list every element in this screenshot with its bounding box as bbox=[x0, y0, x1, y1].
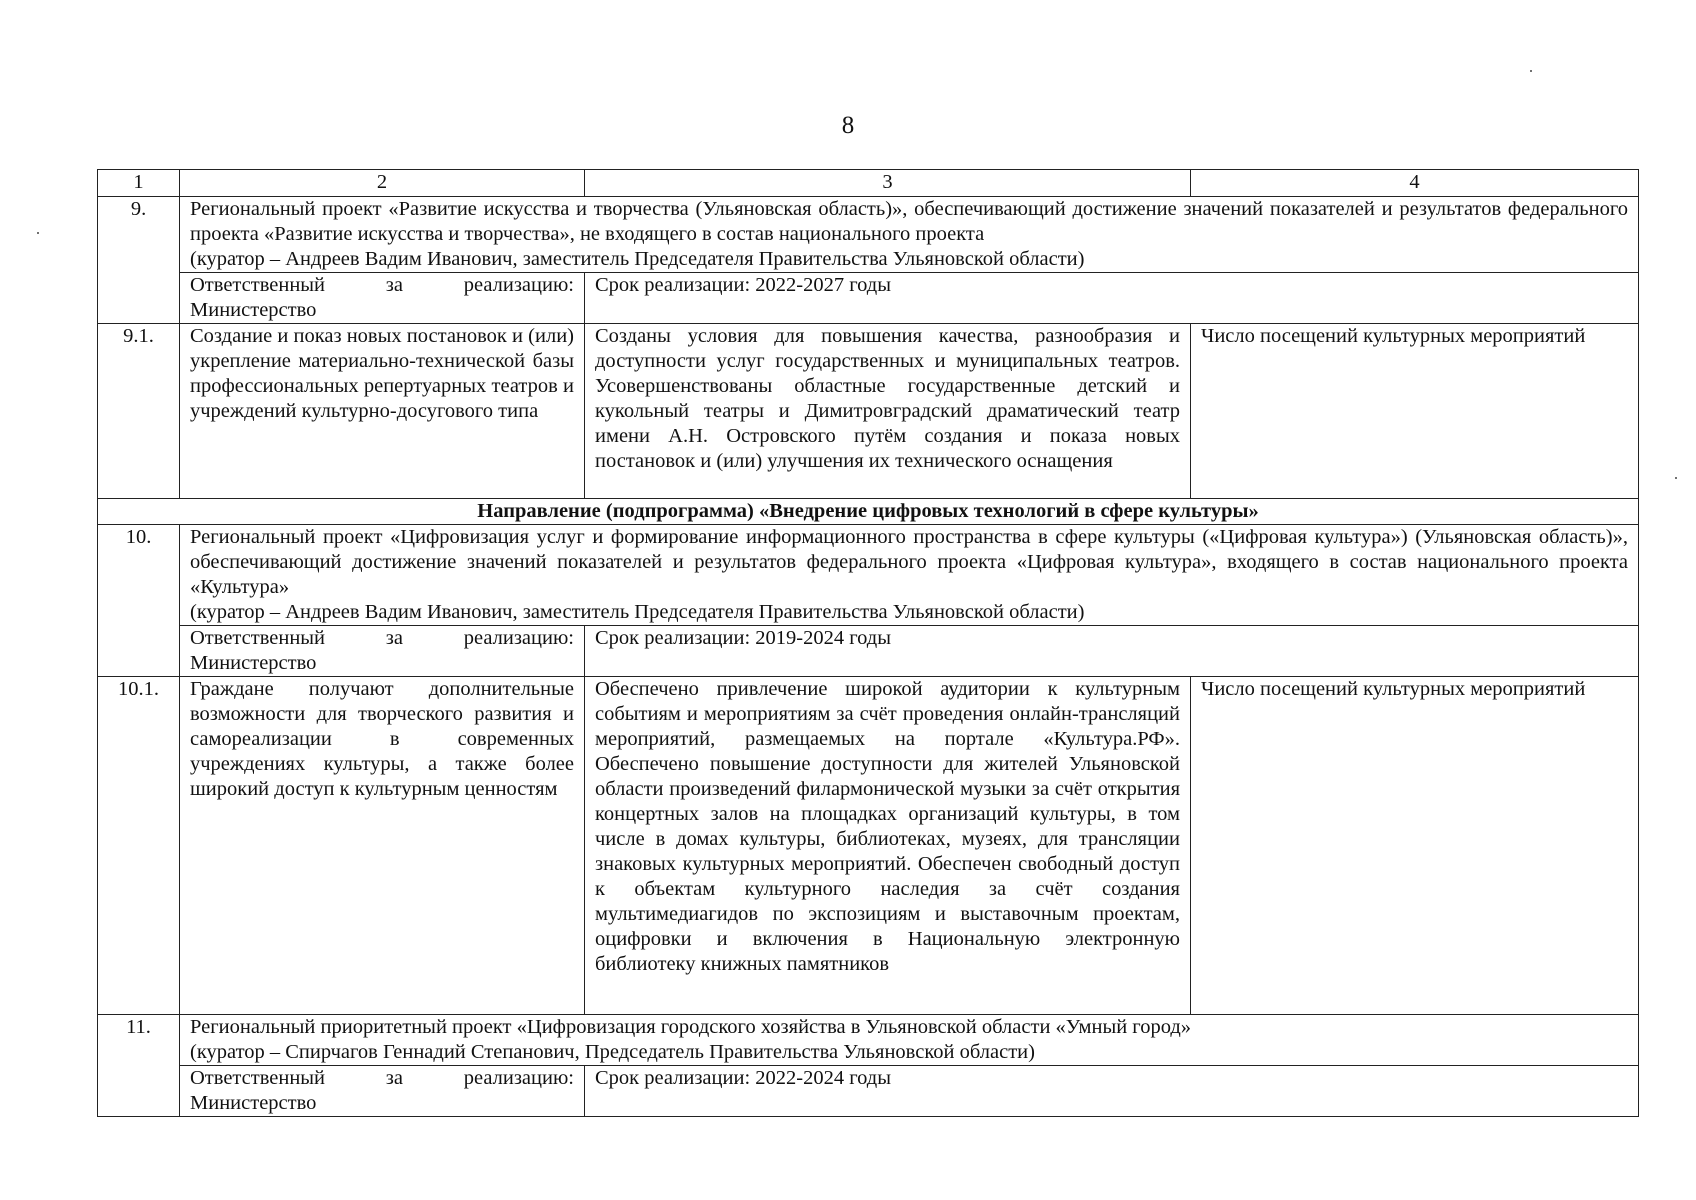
table-header-row bbox=[98, 170, 1639, 197]
responsible-cell: Ответственный за реализацию: Министерство bbox=[180, 273, 585, 324]
table-row-section bbox=[98, 499, 1639, 525]
indicator-cell: Число посещений культурных мероприятий bbox=[1191, 677, 1639, 1015]
project-title: Региональный приоритетный проект «Цифровизация городского хозяйства в Ульяновской области «Умный город» bbox=[190, 1016, 1192, 1038]
term-cell: Срок реализации: 2022-2027 годы bbox=[585, 273, 1639, 324]
table-row-project-9-meta bbox=[98, 273, 1639, 324]
result-cell: Обеспечено привлечение широкой аудитории к культурным событиям и мероприятиям за счёт проведения онлайн-трансляций мероприятий, размещаемых на портале «Культура.РФ». Обеспечено повышение доступности для жителей Ульяновской области произведений филармонической музыки за счёт открытия концертных залов на площадках организаций культуры, в том числе в домах культуры, библиотеках, музеях, для трансляции знаковых культурных мероприятий. Обеспечен свободный доступ к объектам культурного наследия за счёт создания мультимедиагидов по экспозициям и выставочным проектам, оцифровки и включения в Национальную электронную библиотеку книжных памятников bbox=[585, 677, 1191, 1015]
project-title-cell bbox=[180, 525, 1639, 626]
column-header-4: 4 bbox=[1191, 170, 1639, 197]
project-title-cell bbox=[180, 197, 1639, 273]
column-header-2: 2 bbox=[180, 170, 585, 197]
row-number: 9.1. bbox=[98, 324, 180, 499]
scan-speck bbox=[37, 232, 39, 234]
result-cell: Созданы условия для повышения качества, разнообразия и доступности услуг государственных и муниципальных театров. Усовершенствованы областные государственные детский и кукольный театры и Димитровградский драматический театр имени А.Н. Островского путём создания и показа новых постановок и (или) улучшения их технического оснащения bbox=[585, 324, 1191, 499]
table-row-project-10-meta bbox=[98, 626, 1639, 677]
project-title: Региональный проект «Цифровизация услуг и формирование информационного пространства в сфере культуры («Цифровая культура») (Ульяновская область)», обеспечивающий достижение значений показателей и результатов федерального проекта «Цифровая культура», входящего в состав национального проекта «Культура» bbox=[190, 526, 1628, 598]
table-row-project-11-meta bbox=[98, 1066, 1639, 1117]
table-row-task-10-1 bbox=[98, 677, 1639, 1015]
task-cell: Граждане получают дополнительные возможности для творческого развития и самореализации в современных учреждениях культуры, а также более широкий доступ к культурным ценностям bbox=[180, 677, 585, 1015]
column-header-1: 1 bbox=[98, 170, 180, 197]
task-cell: Создание и показ новых постановок и (или) укрепление материально-технической базы профессиональных репертуарных театров и учреждений культурно-досугового типа bbox=[180, 324, 585, 499]
project-curator: (куратор – Спирчагов Геннадий Степанович, Председатель Правительства Ульяновской области) bbox=[190, 1041, 1035, 1063]
table-row-project-9 bbox=[98, 197, 1639, 273]
row-number: 11. bbox=[98, 1015, 180, 1117]
indicator-cell: Число посещений культурных мероприятий bbox=[1191, 324, 1639, 499]
term-cell: Срок реализации: 2019-2024 годы bbox=[585, 626, 1639, 677]
project-curator: (куратор – Андреев Вадим Иванович, заместитель Председателя Правительства Ульяновской области) bbox=[190, 601, 1085, 623]
table-row-project-11 bbox=[98, 1015, 1639, 1066]
project-title: Региональный проект «Развитие искусства и творчества (Ульяновская область)», обеспечивающий достижение значений показателей и результатов федерального проекта «Развитие искусства и творчества», не входящего в состав национального проекта bbox=[190, 198, 1628, 245]
scan-speck bbox=[1530, 70, 1532, 72]
responsible-cell: Ответственный за реализацию: Министерство bbox=[180, 1066, 585, 1117]
responsible-cell: Ответственный за реализацию: Министерство bbox=[180, 626, 585, 677]
project-curator: (куратор – Андреев Вадим Иванович, заместитель Председателя Правительства Ульяновской области) bbox=[190, 248, 1085, 270]
term-cell: Срок реализации: 2022-2024 годы bbox=[585, 1066, 1639, 1117]
row-number: 10. bbox=[98, 525, 180, 677]
table-row-task-9-1 bbox=[98, 324, 1639, 499]
page-number: 8 bbox=[841, 112, 855, 139]
table-row-project-10 bbox=[98, 525, 1639, 626]
column-header-3: 3 bbox=[585, 170, 1191, 197]
scan-speck bbox=[1675, 477, 1677, 479]
program-table bbox=[97, 169, 1639, 1117]
row-number: 10.1. bbox=[98, 677, 180, 1015]
section-heading: Направление (подпрограмма) «Внедрение цифровых технологий в сфере культуры» bbox=[98, 499, 1639, 525]
row-number: 9. bbox=[98, 197, 180, 324]
project-title-cell bbox=[180, 1015, 1639, 1066]
